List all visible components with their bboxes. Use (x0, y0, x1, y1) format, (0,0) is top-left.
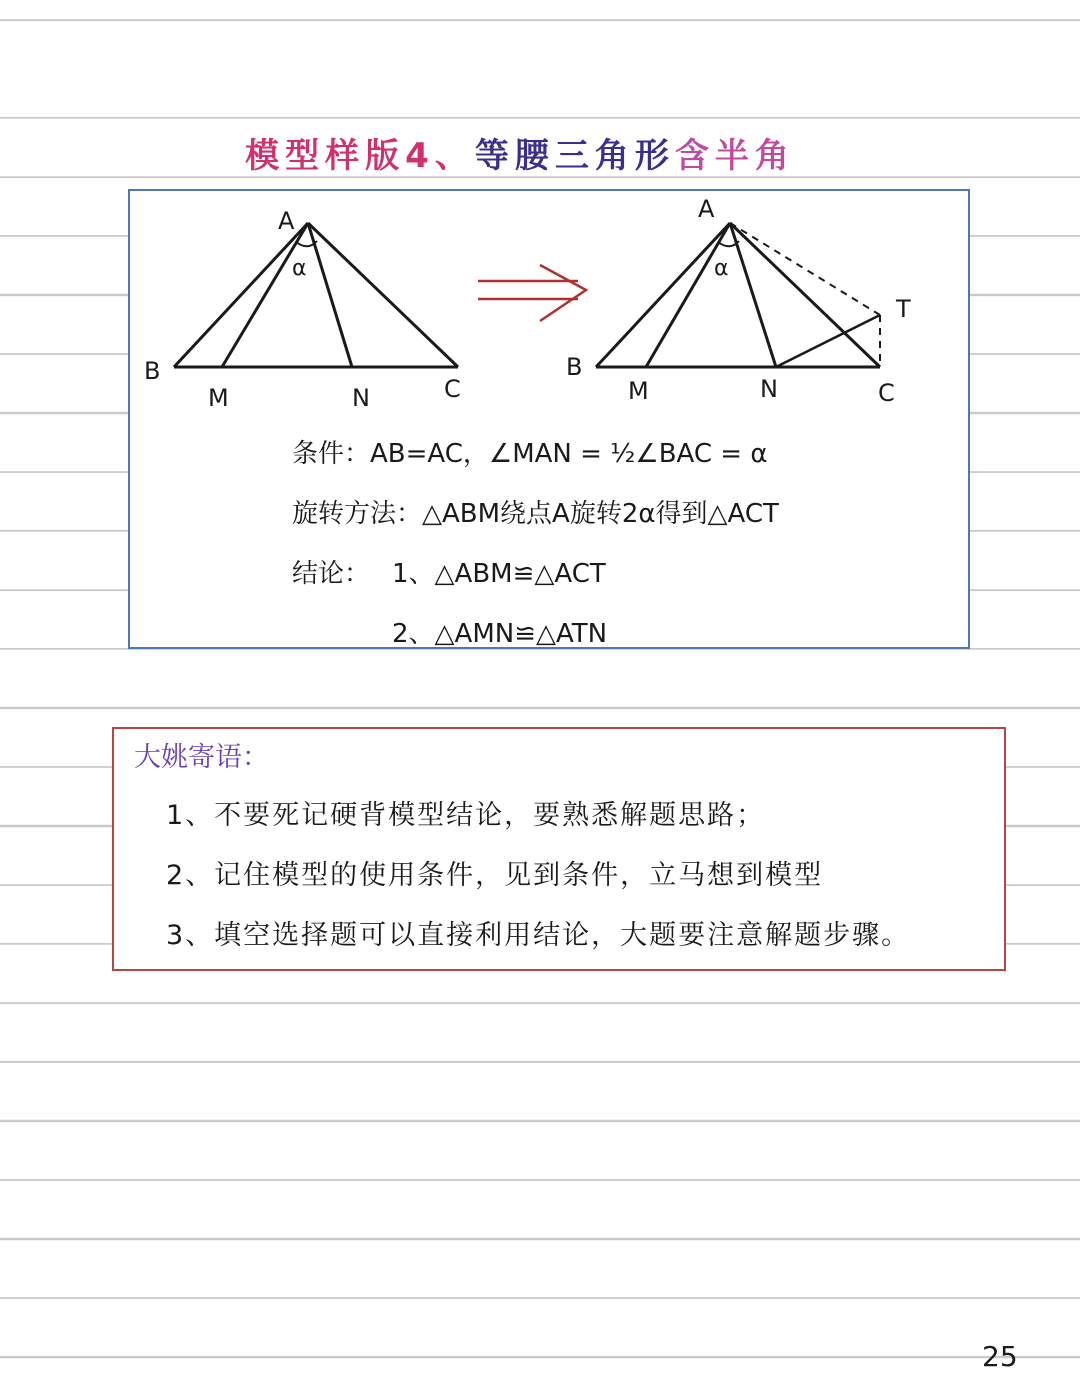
figure-left (174, 223, 458, 367)
left-label-alpha: α (292, 256, 307, 281)
advice-item: 3、填空选择题可以直接利用结论，大题要注意解题步骤。 (166, 920, 911, 951)
title-part-2: 等腰三角形 (474, 136, 675, 176)
rotation-method-text: 旋转方法：△ABM绕点A旋转2α得到△ACT (292, 499, 779, 529)
left-label-M: M (208, 384, 229, 412)
advice-box (112, 727, 1006, 971)
title-part-1: 模型样版4、 (245, 136, 475, 176)
left-label-C: C (444, 375, 461, 403)
figure-right (596, 223, 880, 367)
advice-item: 1、不要死记硬背模型结论，要熟悉解题思路； (166, 800, 766, 831)
right-side-AB (596, 223, 730, 367)
left-side-AB (174, 223, 308, 367)
right-label-T: T (896, 295, 911, 323)
advice-item: 2、记住模型的使用条件，见到条件，立马想到模型 (166, 860, 824, 891)
figure-right-labels (566, 195, 911, 407)
conclusion-2: 2、△AMN≌△ATN (392, 619, 608, 649)
page-title (0, 128, 1040, 177)
transform-arrow-icon (478, 265, 586, 321)
right-label-C: C (878, 379, 895, 407)
right-label-alpha: α (714, 256, 729, 281)
advice-title: 大姚寄语： (134, 742, 269, 773)
right-segment-AM (646, 223, 730, 367)
figure-left-labels (144, 207, 461, 412)
page-number: 25 (982, 1340, 1018, 1373)
right-label-M: M (628, 377, 649, 405)
model-figures (130, 191, 972, 451)
right-label-B: B (566, 353, 583, 381)
title-part-3: 含半角 (674, 136, 795, 176)
right-segment-AT-dashed (730, 223, 880, 315)
condition-text: 条件：AB=AC，∠MAN = ½∠BAC = α (292, 439, 768, 469)
left-segment-AM (222, 223, 308, 367)
conclusion-1: 1、△ABM≌△ACT (392, 559, 606, 589)
left-label-A: A (278, 207, 295, 235)
right-segment-NT (776, 315, 880, 367)
model-box (128, 189, 970, 649)
left-label-N: N (352, 384, 370, 412)
conclusion-label: 结论： (292, 559, 371, 589)
right-label-N: N (760, 375, 778, 403)
left-label-B: B (144, 357, 161, 385)
right-label-A: A (698, 195, 715, 223)
